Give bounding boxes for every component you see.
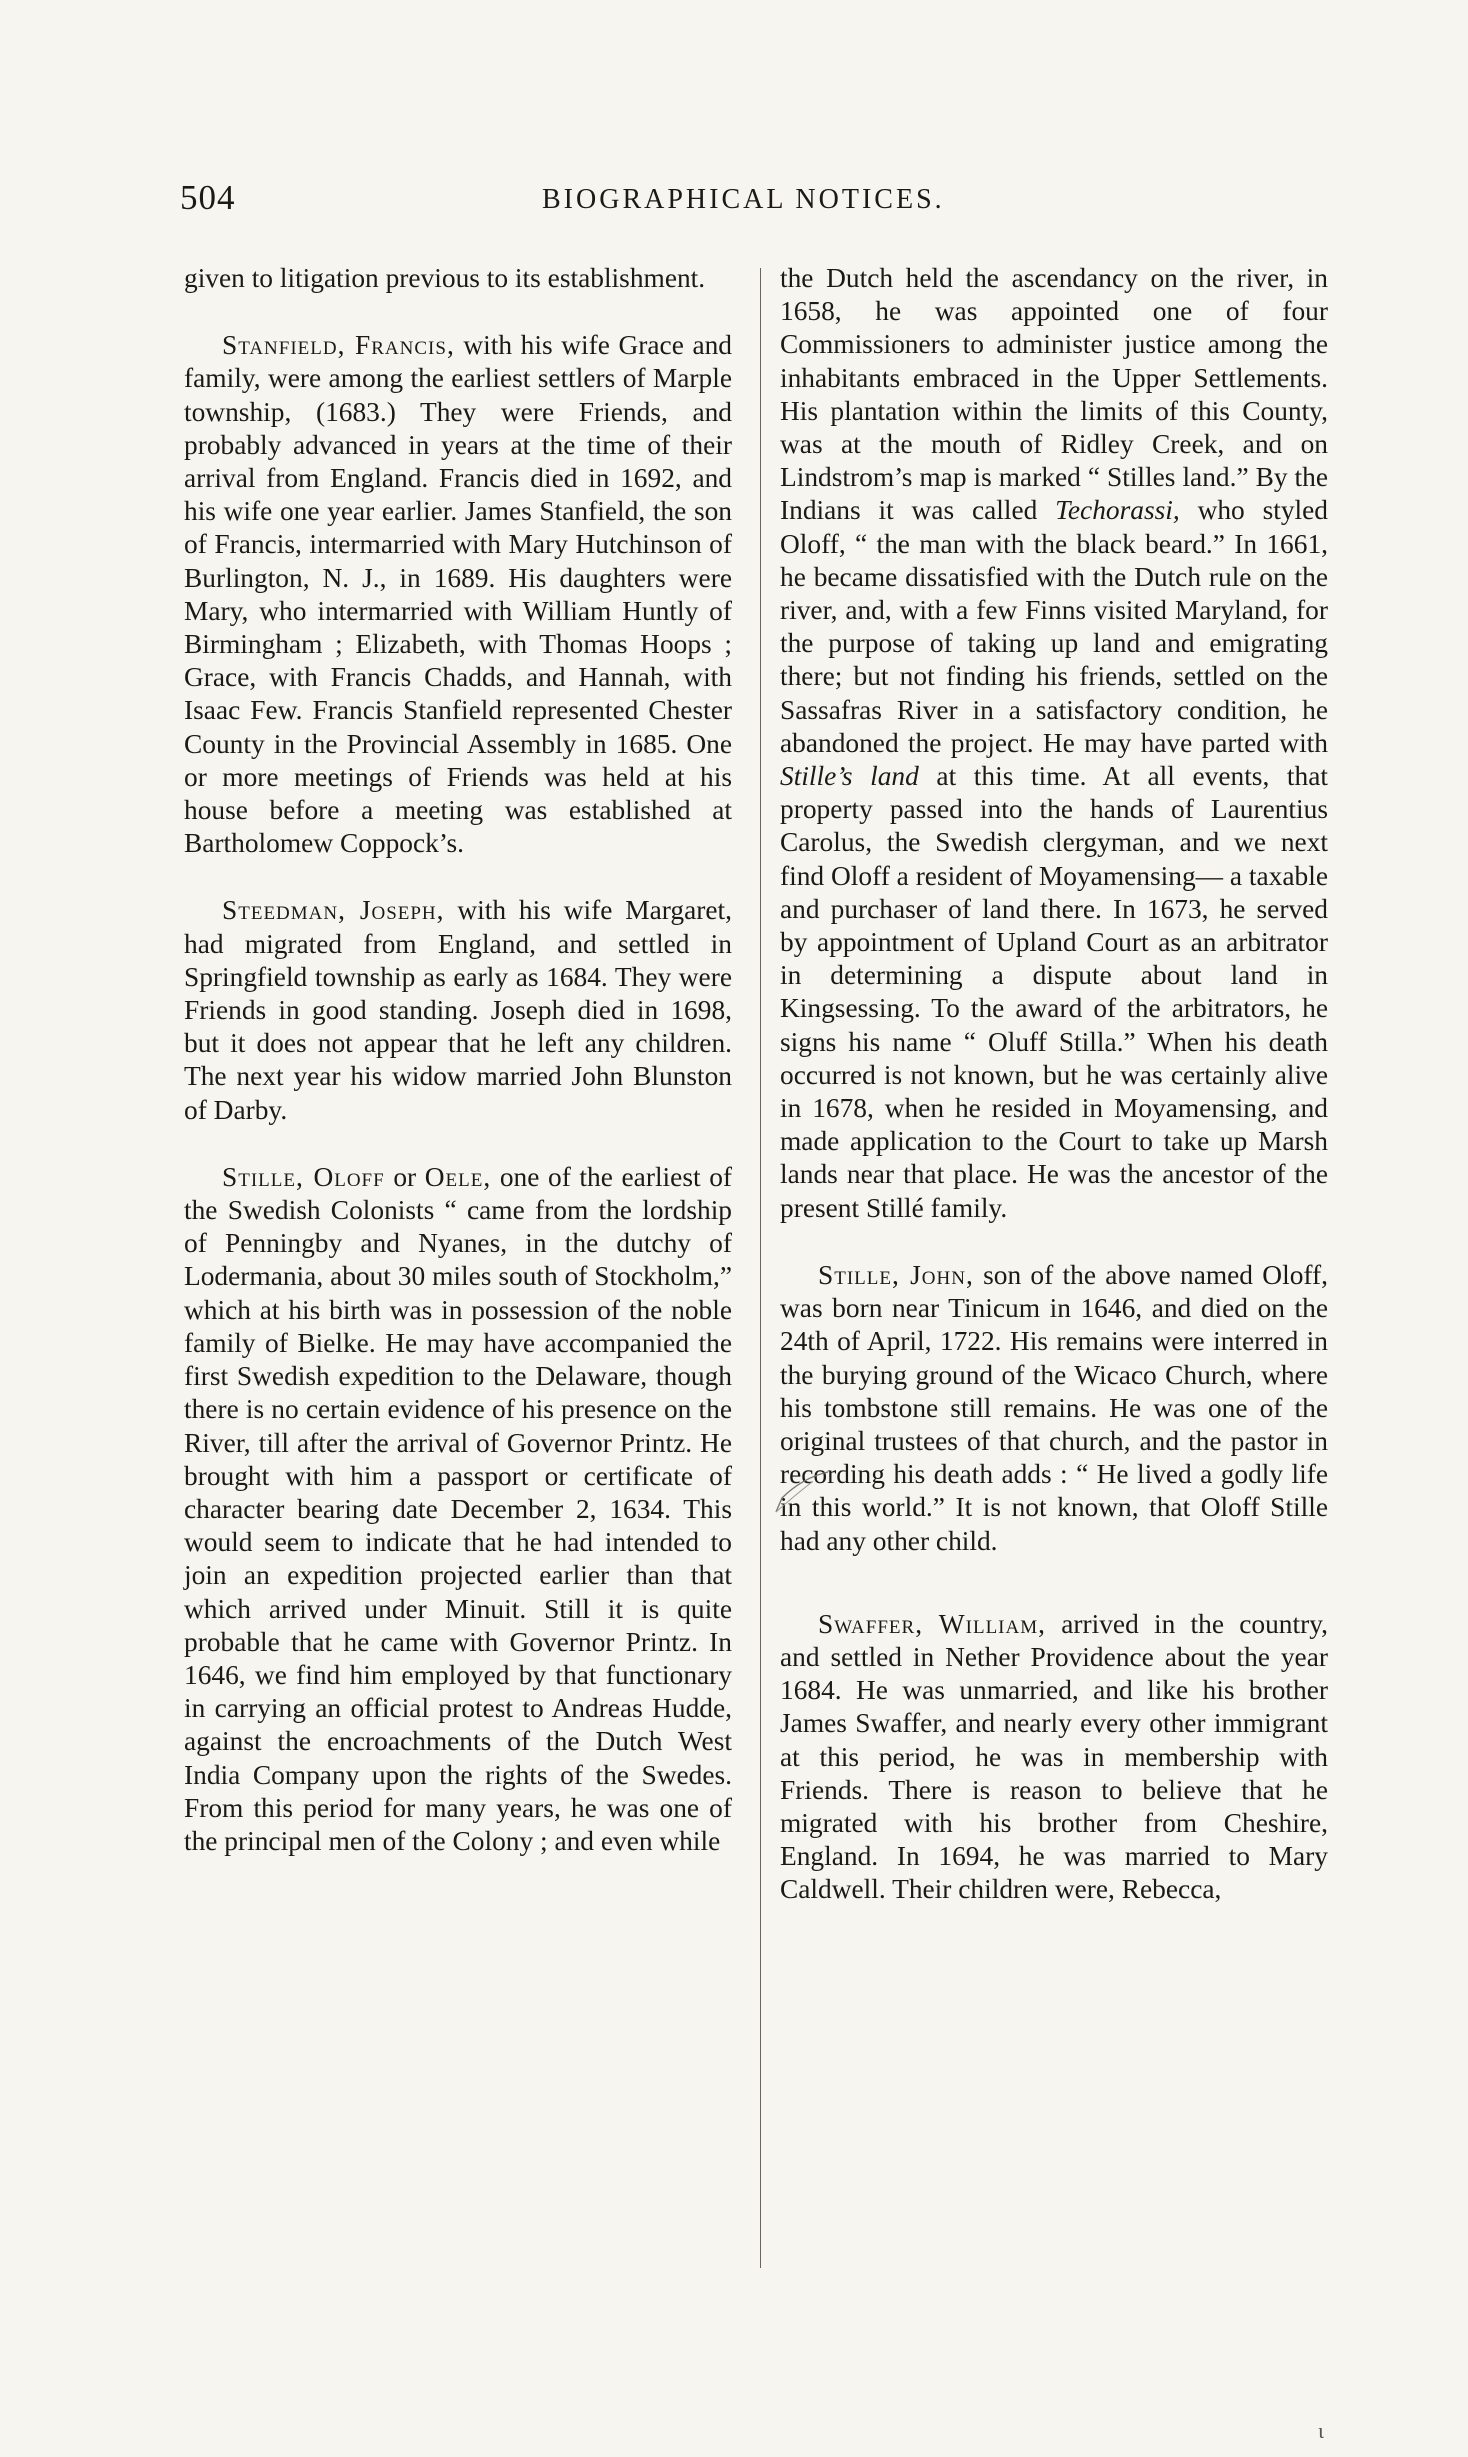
italic-term: Techorassi, <box>1055 495 1180 526</box>
entry-name: Swaffer, William, <box>818 1608 1046 1639</box>
entry-text: with his wife Grace and family, were among the earliest settlers of Marple township, (1683.) They were Friends, and probably advanced in years at the time of their arrival from England. Francis died in 1692, and his wife one year earlier. James Stanfield, the son of Francis, intermarried with Mary Hutchinson of Burlington, N. J., in 1689. His daughters were Mary, who intermarried with William Huntly of Birmingham ; Elizabeth, with Thomas Hoops ; Grace, with Francis Chadds, and Hannah, with Isaac Few. Francis Stanfield represented Chester County in the Provincial Assembly in 1685. One or more meetings of Friends was held at his house before a meeting was established at Bartholomew Coppock’s. <box>184 330 732 859</box>
paragraph-continuation: given to litigation previous to its establishment. <box>184 263 706 293</box>
left-column <box>184 262 732 1858</box>
entry-connector: or <box>384 1161 425 1192</box>
text-run: who styled Oloff, “ the man with the black beard.” In 1661, he became dissatisfied with the Dutch rule on the river, and, with a few Finns visited Maryland, for the purpose of taking up land and emigrating there; but not finding his friends, settled on the Sassafras River in a satisfactory condition, he abandoned the project. He may have parted with <box>780 495 1328 758</box>
entry-name: Stanfield, Francis, <box>222 330 455 361</box>
entry-swaffer-william <box>780 1608 1328 1907</box>
page-number: 504 <box>180 178 236 217</box>
entry-name: Steedman, Joseph, <box>222 895 445 926</box>
entry-stanfield-francis <box>184 329 732 860</box>
text-run: at this time. At all events, that property passed into the hands of Laurentius Carolus, the Swedish clergyman, and we next find Oloff a resident of Moyamensing— a taxable and purchaser of land there. In 1673, he served by appointment of Upland Court as an arbitrator in determining a dispute about land in Kingsessing. To the award of the arbitrators, he signs his name “ Oluff Stilla.” When his death occurred is not known, but he was certainly alive in 1678, when he resided in Moyamensing, and made application to the Court to take up Marsh lands near that place. He was the ancestor of the present Stillé family. <box>780 761 1328 1223</box>
entry-text: with his wife Margaret, had migrated from England, and settled in Springfield township as early as 1684. They were Friends in good standing. Joseph died in 1698, but it does not appear that he left any children. The next year his widow married John Blunston of Darby. <box>184 895 733 1125</box>
running-title: BIOGRAPHICAL NOTICES. <box>542 184 945 215</box>
entry-name-alt: Oele, <box>424 1161 492 1192</box>
entry-stille-john <box>780 1259 1328 1558</box>
entry-text: son of the above named Oloff, was born near Tinicum in 1646, and died on the 24th of April, 1722. His remains were interred in the burying ground of the Wicaco Church, where his tombstone still remains. He was one of the original trustees of that church, and the pastor in recording his death adds : “ He lived a godly life in this world.” It is not known, that Oloff Stille had any other child. <box>780 1259 1328 1556</box>
text-run: the Dutch held the ascendancy on the river, in 1658, he was appointed one of four Commissioners to administer justice among the inhabitants embraced in the Upper Settlements. His plantation within the limits of this County, was at the mouth of Ridley Creek, and on Lindstrom’s map is marked “ Stilles land.” By the Indians it was called <box>780 263 1328 526</box>
entry-text: arrived in the country, and settled in Nether Providence about the year 1684. He was unmarried, and like his brother James Swaffer, and nearly every other immigrant at this period, he was in membership with Friends. There is reason to believe that he migrated with his brother from Cheshire, England. In 1694, he was married to Mary Caldwell. Their children were, Rebecca, <box>780 1608 1328 1905</box>
entry-name: Stille, John, <box>818 1259 974 1290</box>
entry-text: one of the earliest of the Swedish Colonists “ came from the lordship of Penningby and Nyanes, in the dutchy of Lodermania, about 30 miles south of Stockholm,” which at his birth was in possession of the noble family of Bielke. He may have accompanied the first Swedish expedition to the Delaware, though there is no certain evidence of his presence on the River, till after the arrival of Governor Printz. He brought with him a passport or certificate of character bearing date December 2, 1634. This would seem to indicate that he had intended to join an expedition projected earlier than that which arrived under Minuit. Still it is quite probable that he came with Governor Printz. In 1646, we find him employed by that functionary in carrying an official protest to Andreas Hudde, against the encroachments of the Dutch West India Company upon the rights of the Swedes. From this period for many years, he was one of the principal men of the Colony ; and even while <box>184 1161 733 1856</box>
entry-name: Stille, Oloff <box>222 1161 385 1192</box>
column-divider <box>760 268 761 2268</box>
corner-mark: ɩ <box>1318 2418 1324 2443</box>
entry-stille-oloff <box>184 1161 732 1858</box>
pencil-mark-icon <box>772 1468 852 1518</box>
right-column <box>780 262 1328 1907</box>
running-head <box>180 178 1330 218</box>
paragraph-continuation <box>780 262 1328 1225</box>
entry-steedman-joseph <box>184 894 732 1126</box>
italic-term: Stille’s land <box>780 761 919 792</box>
